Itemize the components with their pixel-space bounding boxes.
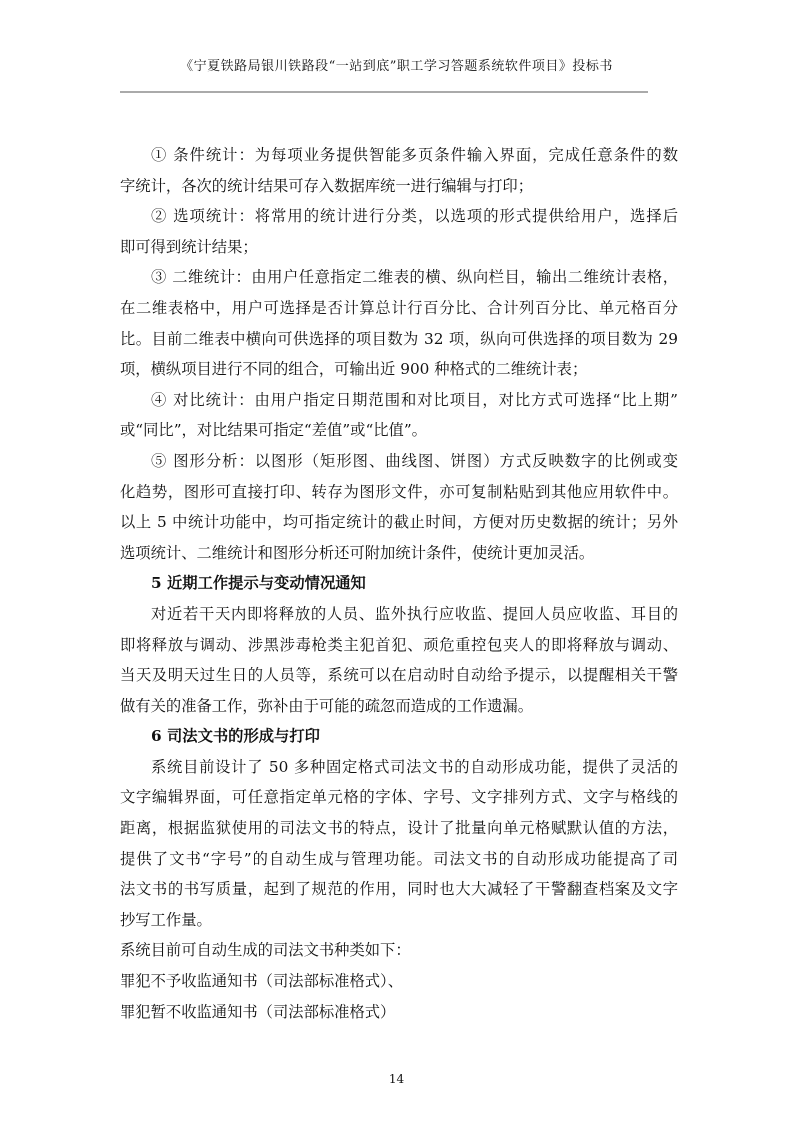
header-divider (120, 91, 648, 93)
text-line: 当天及明天过生日的人员等，系统可以在启动时自动给予提示，以提醒相关干警 (120, 666, 678, 685)
text-line: 对近若干天内即将释放的人员、监外执行应收监、提回人员应收监、耳目的 (151, 604, 678, 623)
text-line: ③ 二维统计：由用户任意指定二维表的横、纵向栏目，输出二维统计表格， (151, 268, 678, 287)
section-heading: 6 司法文书的形成与打印 (151, 727, 320, 746)
text-line: 系统目前设计了 50 多种固定格式司法文书的自动形成功能，提供了灵活的 (151, 757, 678, 776)
text-line: 字统计，各次的统计结果可存入数据库统一进行编辑与打印； (120, 176, 534, 195)
page-header: 《宁夏铁路局银川铁路段“一站到底”职工学习答题系统软件项目》投标书 (180, 59, 613, 74)
text-line: 罪犯不予收监通知书（司法部标准格式）、 (120, 972, 403, 991)
text-line: ⑤ 图形分析：以图形（矩形图、曲线图、饼图）方式反映数字的比例或变 (151, 451, 678, 470)
text-line: ④ 对比统计：由用户指定日期范围和对比项目，对比方式可选择“比上期” (151, 390, 678, 409)
text-line: 罪犯暂不收监通知书（司法部标准格式） (120, 1002, 396, 1021)
text-line: 即将释放与调动、涉黑涉毒枪类主犯首犯、顽危重控包夹人的即将释放与调动、 (120, 635, 678, 654)
text-line: 以上 5 中统计功能中，均可指定统计的截止时间，方便对历史数据的统计；另外 (120, 513, 678, 532)
text-line: ② 选项统计：将常用的统计进行分类，以选项的形式提供给用户，选择后 (151, 207, 678, 226)
text-line: 比。目前二维表中横向可供选择的项目数为 32 项，纵向可供选择的项目数为 29 (120, 329, 678, 348)
text-line: 距离，根据监狱使用的司法文书的特点，设计了批量向单元格赋默认值的方法， (120, 819, 678, 838)
text-line: 在二维表格中，用户可选择是否计算总计行百分比、合计列百分比、单元格百分 (120, 298, 678, 317)
page-number: 14 (388, 1072, 405, 1086)
text-line: 项，横纵项目进行不同的组合，可输出近 900 种格式的二维统计表； (120, 360, 588, 379)
text-line: 提供了文书“字号”的自动生成与管理功能。司法文书的自动形成功能提高了司 (120, 849, 678, 868)
text-line: 化趋势，图形可直接打印、转存为图形文件，亦可复制粘贴到其他应用软件中。 (120, 482, 678, 501)
text-line: ① 条件统计：为每项业务提供智能多页条件输入界面，完成任意条件的数 (151, 146, 678, 164)
text-line: 法文书的书写质量，起到了规范的作用，同时也大大减轻了干警翻查档案及文字 (120, 880, 678, 899)
text-line: 即可得到统计结果； (120, 237, 258, 256)
text-line: 抄写工作量。 (120, 910, 212, 929)
text-line: 选项统计、二维统计和图形分析还可附加统计条件，使统计更加灵活。 (120, 543, 595, 562)
text-line: 文字编辑界面，可任意指定单元格的字体、字号、文字排列方式、文字与格线的 (120, 788, 678, 807)
text-line: 系统目前可自动生成的司法文书种类如下： (120, 941, 411, 960)
text-line: 或“同比”，对比结果可指定“差值”或“比值”。 (120, 421, 427, 440)
document-body (120, 140, 678, 1027)
section-heading: 5 近期工作提示与变动情况通知 (151, 574, 366, 593)
text-line: 做有关的准备工作，弥补由于可能的疏忽而造成的工作遗漏。 (120, 696, 534, 715)
